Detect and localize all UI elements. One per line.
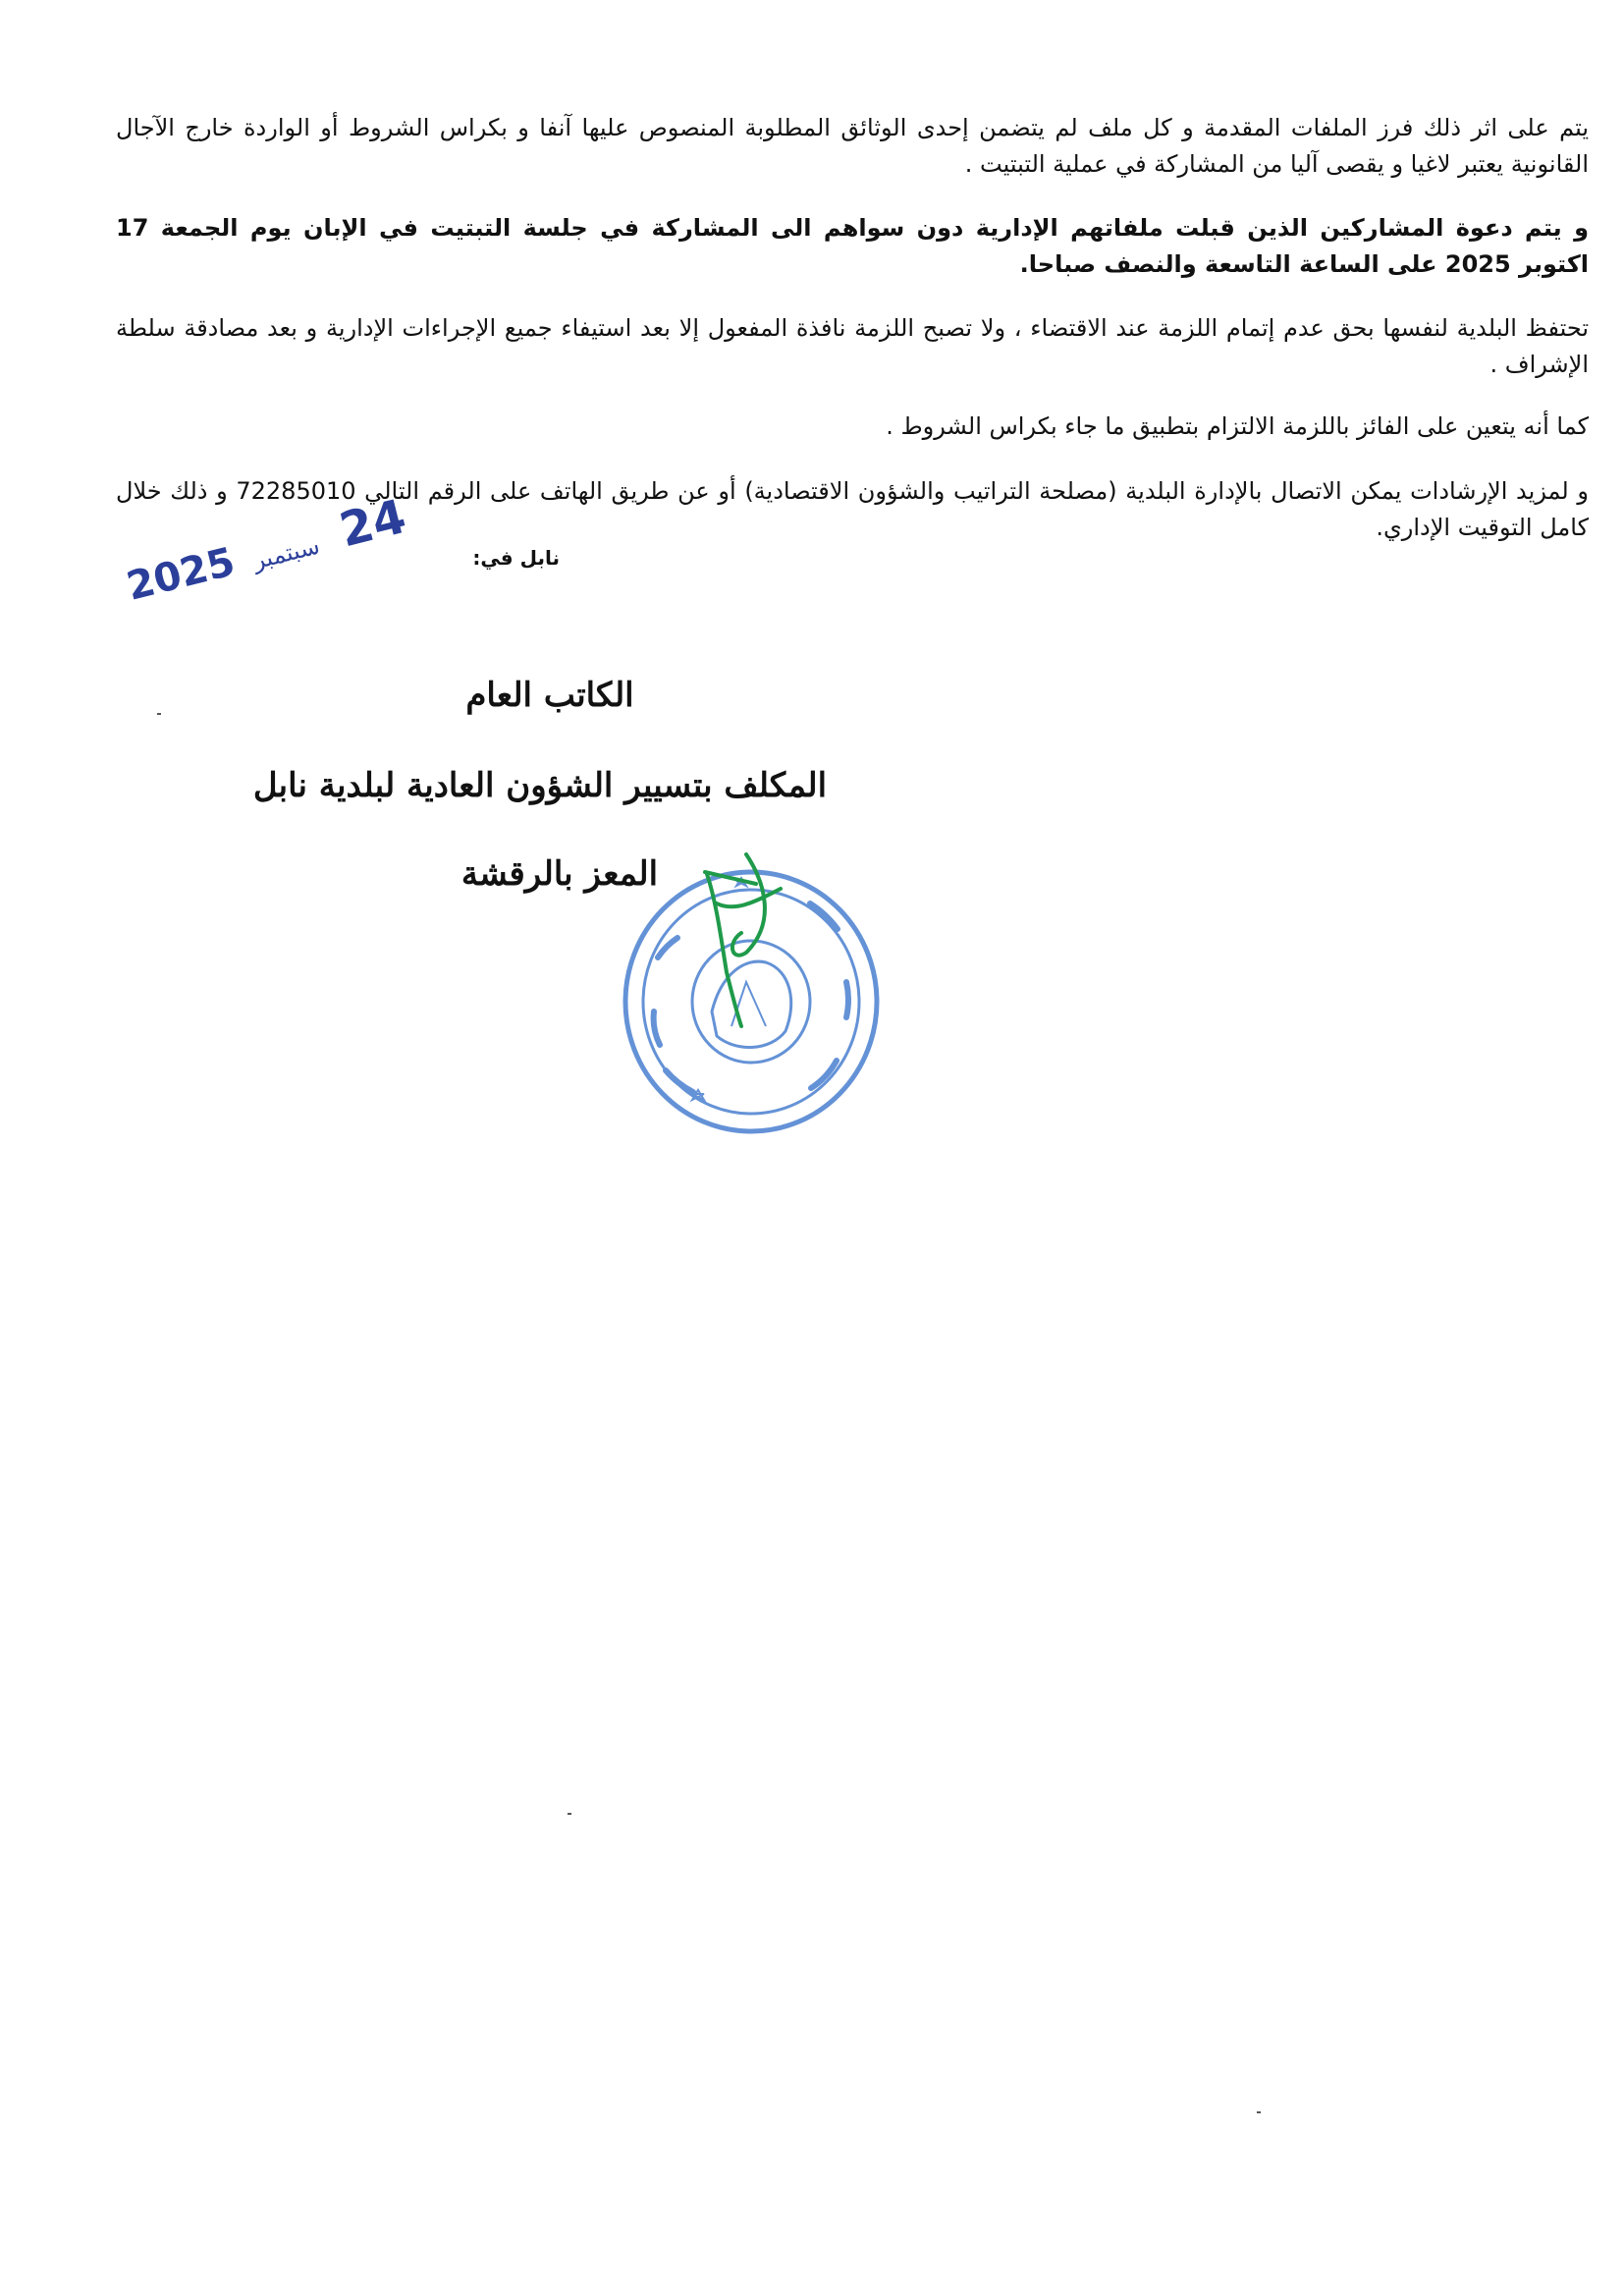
place-label: نابل في: xyxy=(472,546,560,570)
date-day: 24 xyxy=(334,488,411,559)
scan-speck xyxy=(157,713,161,715)
date-month: سبتمبر xyxy=(249,531,323,575)
signatory-role: المكلف بتسيير الشؤون العادية لبلدية نابل xyxy=(252,766,828,805)
date-year: 2025 xyxy=(122,539,240,610)
paragraph-reservation: تحتفظ البلدية لنفسها بحق عدم إتمام اللزمة عند الاقتضاء ، ولا تصبح اللزمة نافذة المفعول إلا بعد استيفاء جميع الإجراءات الإدارية و بعد مصادقة سلطة الإشراف . xyxy=(116,314,1589,378)
signatory-name: المعز بالرقشة xyxy=(460,854,659,894)
paragraph-sorting: يتم على اثر ذلك فرز الملفات المقدمة و كل ملف لم يتضمن إحدى الوثائق المطلوبة المنصوص عليها آنفا و بكراس الشروط أو الواردة خارج الآجال القانونية يعتبر لاغيا و يقصى آليا من المشاركة في عملية التبتيت . xyxy=(116,114,1589,178)
paragraph-invitation: و يتم دعوة المشاركين الذين قبلت ملفاتهم الإدارية دون سواهم الى المشاركة في جلسة التبتيت في الإبان يوم الجمعة 17 اكتوبر 2025 على الساعة التاسعة والنصف صباحا. xyxy=(116,214,1589,278)
scan-speck xyxy=(1257,2111,1261,2113)
signature-scribble-icon xyxy=(687,845,805,1031)
paragraph-winner-obligation: كما أنه يتعين على الفائز باللزمة الالتزام بتطبيق ما جاء بكراس الشروط . xyxy=(886,412,1589,440)
scan-speck xyxy=(568,1813,571,1815)
signatory-title: الكاتب العام xyxy=(465,676,634,715)
paragraph-contact: و لمزيد الإرشادات يمكن الاتصال بالإدارة البلدية (مصلحة التراتيب والشؤون الاقتصادية) أو عن طريق الهاتف على الرقم التالي 72285010 و ذلك خلال كامل التوقيت الإداري. xyxy=(116,477,1589,541)
